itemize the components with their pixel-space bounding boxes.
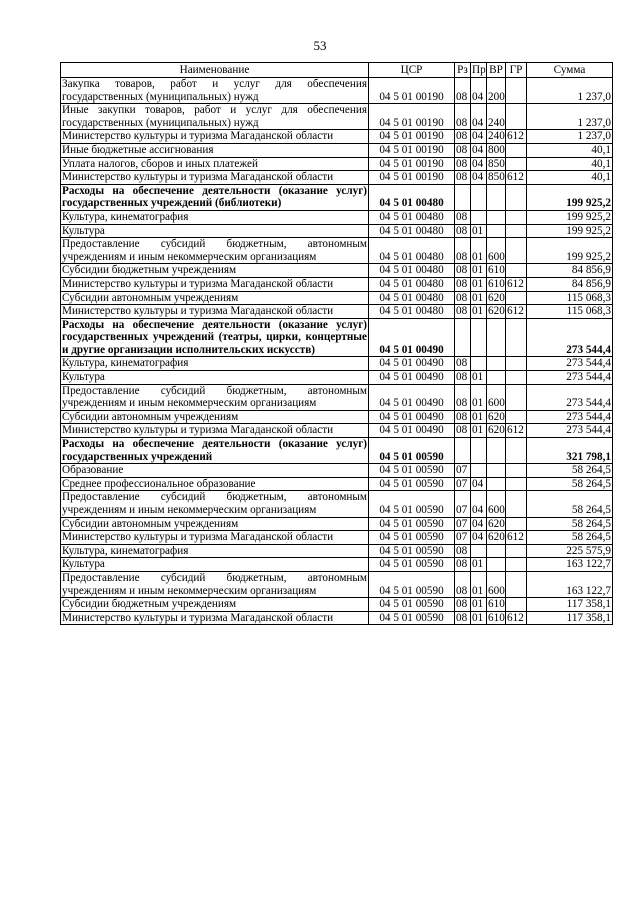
cell-name: Субсидии автономным учреждениям bbox=[61, 291, 369, 305]
cell-gr bbox=[506, 477, 527, 491]
cell-csr: 04 5 01 00590 bbox=[369, 531, 455, 545]
cell-pr: 01 bbox=[471, 277, 487, 291]
cell-pr bbox=[471, 544, 487, 558]
cell-csr: 04 5 01 00590 bbox=[369, 544, 455, 558]
cell-gr bbox=[506, 210, 527, 224]
cell-sum: 163 122,7 bbox=[527, 571, 613, 597]
cell-gr bbox=[506, 78, 527, 104]
cell-name: Министерство культуры и туризма Магаданской области bbox=[61, 611, 369, 625]
cell-gr bbox=[506, 143, 527, 157]
table-row bbox=[61, 78, 613, 104]
column-header-name: Наименование bbox=[61, 63, 369, 78]
table-row bbox=[61, 184, 613, 210]
budget-table bbox=[60, 62, 613, 625]
cell-name: Субсидии автономным учреждениям bbox=[61, 410, 369, 424]
cell-rz bbox=[455, 318, 471, 357]
cell-pr: 01 bbox=[471, 611, 487, 625]
cell-csr: 04 5 01 00590 bbox=[369, 438, 455, 464]
table-row bbox=[61, 371, 613, 385]
table-row bbox=[61, 224, 613, 238]
cell-gr: 612 bbox=[506, 424, 527, 438]
cell-vr bbox=[487, 224, 506, 238]
table-row bbox=[61, 104, 613, 130]
cell-name: Министерство культуры и туризма Магаданской области bbox=[61, 171, 369, 185]
table-row bbox=[61, 291, 613, 305]
cell-gr bbox=[506, 464, 527, 478]
cell-sum: 115 068,3 bbox=[527, 291, 613, 305]
cell-sum: 273 544,4 bbox=[527, 318, 613, 357]
cell-csr: 04 5 01 00490 bbox=[369, 384, 455, 410]
cell-csr: 04 5 01 00190 bbox=[369, 130, 455, 144]
cell-rz: 08 bbox=[455, 611, 471, 625]
table-row bbox=[61, 424, 613, 438]
cell-csr: 04 5 01 00480 bbox=[369, 264, 455, 278]
cell-pr: 01 bbox=[471, 571, 487, 597]
column-header-pr: Пр bbox=[472, 63, 486, 76]
cell-csr: 04 5 01 00590 bbox=[369, 477, 455, 491]
cell-csr: 04 5 01 00590 bbox=[369, 491, 455, 517]
cell-csr: 04 5 01 00480 bbox=[369, 210, 455, 224]
cell-sum: 1 237,0 bbox=[527, 130, 613, 144]
cell-pr bbox=[471, 438, 487, 464]
cell-sum: 40,1 bbox=[527, 171, 613, 185]
cell-gr bbox=[506, 438, 527, 464]
cell-name: Культура, кинематография bbox=[61, 357, 369, 371]
table-row bbox=[61, 318, 613, 357]
cell-name: Предоставление субсидий бюджетным, автономным учреждениям и иным некоммерческим организациям bbox=[62, 491, 367, 516]
cell-csr: 04 5 01 00190 bbox=[369, 104, 455, 130]
cell-vr bbox=[487, 318, 506, 357]
cell-sum: 225 575,9 bbox=[527, 544, 613, 558]
cell-csr: 04 5 01 00490 bbox=[369, 371, 455, 385]
cell-csr: 04 5 01 00190 bbox=[369, 157, 455, 171]
cell-gr: 612 bbox=[506, 171, 527, 185]
cell-csr: 04 5 01 00190 bbox=[369, 171, 455, 185]
table-row bbox=[61, 143, 613, 157]
cell-name: Расходы на обеспечение деятельности (оказание услуг) государственных учреждений bbox=[62, 438, 367, 463]
cell-rz: 08 bbox=[455, 264, 471, 278]
cell-pr: 04 bbox=[471, 78, 487, 104]
cell-name: Министерство культуры и туризма Магаданской области bbox=[61, 531, 369, 545]
cell-vr: 200 bbox=[487, 78, 506, 104]
cell-vr: 850 bbox=[488, 171, 505, 184]
cell-pr: 01 bbox=[471, 424, 487, 438]
cell-pr: 04 bbox=[471, 157, 487, 171]
cell-name: Культура bbox=[61, 558, 369, 572]
cell-gr bbox=[506, 104, 527, 130]
column-header-sum: Сумма bbox=[527, 63, 613, 78]
cell-sum: 117 358,1 bbox=[527, 611, 613, 625]
table-row bbox=[61, 171, 613, 185]
cell-sum: 84 856,9 bbox=[527, 264, 613, 278]
cell-vr bbox=[487, 544, 506, 558]
cell-pr: 01 bbox=[471, 410, 487, 424]
cell-vr: 620 bbox=[488, 531, 505, 544]
cell-name: Закупка товаров, работ и услуг для обеспечения государственных (муниципальных) нужд bbox=[62, 78, 367, 103]
cell-gr: 612 bbox=[506, 531, 527, 545]
cell-sum: 273 544,4 bbox=[527, 384, 613, 410]
cell-sum: 199 925,2 bbox=[527, 238, 613, 264]
cell-rz: 07 bbox=[455, 491, 471, 517]
cell-gr bbox=[506, 544, 527, 558]
cell-name: Предоставление субсидий бюджетным, автономным учреждениям и иным некоммерческим организациям bbox=[62, 384, 367, 410]
cell-name: Министерство культуры и туризма Магаданской области bbox=[61, 424, 369, 438]
cell-gr bbox=[506, 491, 527, 517]
cell-csr: 04 5 01 00490 bbox=[369, 357, 455, 371]
cell-sum: 199 925,2 bbox=[527, 224, 613, 238]
cell-pr: 04 bbox=[471, 171, 487, 185]
cell-pr: 01 bbox=[471, 224, 487, 238]
cell-csr: 04 5 01 00590 bbox=[369, 598, 455, 612]
cell-name: Субсидии бюджетным учреждениям bbox=[61, 264, 369, 278]
cell-vr: 620 bbox=[488, 424, 505, 437]
cell-pr: 04 bbox=[471, 143, 487, 157]
table-row bbox=[61, 238, 613, 264]
cell-name: Министерство культуры и туризма Магаданской области bbox=[61, 277, 369, 291]
cell-name: Иные бюджетные ассигнования bbox=[61, 143, 369, 157]
cell-rz: 08 bbox=[455, 357, 471, 371]
cell-sum: 1 237,0 bbox=[527, 78, 613, 104]
cell-name: Культура bbox=[61, 224, 369, 238]
cell-sum: 117 358,1 bbox=[527, 598, 613, 612]
cell-gr: 612 bbox=[506, 305, 527, 319]
cell-rz: 07 bbox=[455, 477, 471, 491]
cell-name: Культура, кинематография bbox=[61, 210, 369, 224]
cell-pr: 01 bbox=[471, 558, 487, 572]
cell-pr: 04 bbox=[471, 477, 487, 491]
cell-pr: 04 bbox=[471, 517, 487, 531]
cell-gr bbox=[506, 598, 527, 612]
cell-rz: 08 bbox=[455, 78, 471, 104]
table-row bbox=[61, 571, 613, 597]
cell-sum: 58 264,5 bbox=[527, 517, 613, 531]
cell-rz: 08 bbox=[455, 410, 471, 424]
table-row bbox=[61, 277, 613, 291]
table-row bbox=[61, 438, 613, 464]
cell-name: Культура bbox=[61, 371, 369, 385]
cell-gr bbox=[506, 371, 527, 385]
cell-sum: 40,1 bbox=[527, 143, 613, 157]
cell-name: Министерство культуры и туризма Магаданской области bbox=[61, 130, 369, 144]
cell-name: Субсидии автономным учреждениям bbox=[61, 517, 369, 531]
table-row bbox=[61, 410, 613, 424]
cell-name: Министерство культуры и туризма Магаданской области bbox=[61, 305, 369, 319]
cell-sum: 199 925,2 bbox=[527, 184, 613, 210]
cell-vr: 850 bbox=[488, 157, 505, 170]
cell-vr: 620 bbox=[488, 517, 505, 530]
cell-rz: 08 bbox=[455, 104, 471, 130]
cell-pr: 01 bbox=[471, 264, 487, 278]
cell-rz: 08 bbox=[455, 371, 471, 385]
cell-sum: 273 544,4 bbox=[527, 357, 613, 371]
cell-csr: 04 5 01 00190 bbox=[369, 143, 455, 157]
cell-rz: 08 bbox=[455, 291, 471, 305]
cell-csr: 04 5 01 00490 bbox=[369, 410, 455, 424]
cell-gr bbox=[506, 410, 527, 424]
cell-vr bbox=[487, 357, 506, 371]
cell-sum: 58 264,5 bbox=[527, 464, 613, 478]
cell-vr bbox=[487, 371, 506, 385]
cell-csr: 04 5 01 00590 bbox=[369, 611, 455, 625]
table-row bbox=[61, 264, 613, 278]
cell-name: Расходы на обеспечение деятельности (оказание услуг) государственных учреждений (библиотеки) bbox=[62, 184, 367, 210]
cell-gr: 612 bbox=[506, 277, 527, 291]
cell-csr: 04 5 01 00590 bbox=[369, 571, 455, 597]
table-row bbox=[61, 531, 613, 545]
cell-sum: 115 068,3 bbox=[527, 305, 613, 319]
cell-gr bbox=[506, 157, 527, 171]
table-row bbox=[61, 491, 613, 517]
cell-csr: 04 5 01 00480 bbox=[369, 184, 455, 210]
cell-gr bbox=[506, 571, 527, 597]
table-row bbox=[61, 611, 613, 625]
cell-pr bbox=[471, 357, 487, 371]
cell-sum: 84 856,9 bbox=[527, 277, 613, 291]
cell-sum: 273 544,4 bbox=[527, 424, 613, 438]
cell-rz: 08 bbox=[455, 171, 471, 185]
cell-pr bbox=[471, 210, 487, 224]
cell-pr bbox=[471, 318, 487, 357]
cell-vr: 610 bbox=[488, 611, 505, 624]
cell-rz: 08 bbox=[455, 157, 471, 171]
cell-csr: 04 5 01 00480 bbox=[369, 291, 455, 305]
cell-gr: 612 bbox=[506, 611, 527, 625]
cell-vr: 800 bbox=[488, 143, 505, 156]
cell-csr: 04 5 01 00190 bbox=[369, 78, 455, 104]
cell-sum: 321 798,1 bbox=[527, 438, 613, 464]
cell-rz: 07 bbox=[455, 517, 471, 531]
cell-vr bbox=[487, 438, 506, 464]
cell-name: Расходы на обеспечение деятельности (оказание услуг) государственных учреждений (театры, цирки, концертные и другие организации исполнительских искусств) bbox=[62, 318, 367, 356]
cell-csr: 04 5 01 00590 bbox=[369, 517, 455, 531]
cell-pr: 01 bbox=[471, 238, 487, 264]
table-row bbox=[61, 157, 613, 171]
cell-name: Образование bbox=[61, 464, 369, 478]
cell-pr: 04 bbox=[471, 491, 487, 517]
column-header-gr: ГР bbox=[506, 63, 527, 78]
cell-sum: 58 264,5 bbox=[527, 531, 613, 545]
cell-pr: 01 bbox=[471, 598, 487, 612]
cell-name: Предоставление субсидий бюджетным, автономным учреждениям и иным некоммерческим организациям bbox=[62, 238, 367, 263]
cell-rz: 07 bbox=[455, 531, 471, 545]
cell-rz: 08 bbox=[455, 130, 471, 144]
cell-vr: 240 bbox=[487, 104, 506, 130]
cell-csr: 04 5 01 00590 bbox=[369, 558, 455, 572]
cell-name: Уплата налогов, сборов и иных платежей bbox=[61, 157, 369, 171]
page-number: 53 bbox=[313, 38, 327, 53]
cell-vr: 620 bbox=[488, 410, 505, 423]
cell-vr: 600 bbox=[487, 491, 506, 517]
cell-pr: 01 bbox=[471, 384, 487, 410]
table-row bbox=[61, 305, 613, 319]
cell-vr bbox=[487, 464, 506, 478]
cell-sum: 58 264,5 bbox=[527, 477, 613, 491]
cell-pr: 01 bbox=[471, 371, 487, 385]
table-row bbox=[61, 477, 613, 491]
cell-pr bbox=[471, 184, 487, 210]
cell-sum: 273 544,4 bbox=[527, 410, 613, 424]
cell-rz: 08 bbox=[455, 544, 471, 558]
cell-csr: 04 5 01 00480 bbox=[369, 238, 455, 264]
cell-pr: 01 bbox=[471, 291, 487, 305]
cell-rz: 08 bbox=[455, 598, 471, 612]
cell-gr bbox=[506, 558, 527, 572]
cell-vr: 620 bbox=[488, 291, 505, 304]
cell-name: Предоставление субсидий бюджетным, автономным учреждениям и иным некоммерческим организациям bbox=[62, 571, 367, 597]
table-row bbox=[61, 357, 613, 371]
cell-csr: 04 5 01 00490 bbox=[369, 424, 455, 438]
cell-vr: 600 bbox=[487, 384, 506, 410]
cell-csr: 04 5 01 00480 bbox=[369, 277, 455, 291]
cell-gr bbox=[506, 318, 527, 357]
cell-gr bbox=[506, 357, 527, 371]
cell-pr: 04 bbox=[471, 104, 487, 130]
cell-rz: 08 bbox=[455, 143, 471, 157]
cell-vr bbox=[487, 210, 506, 224]
cell-rz: 08 bbox=[455, 305, 471, 319]
cell-vr bbox=[487, 558, 506, 572]
cell-rz: 08 bbox=[455, 224, 471, 238]
cell-name: Иные закупки товаров, работ и услуг для обеспечения государственных (муниципальных) нужд bbox=[62, 104, 367, 129]
cell-rz: 08 bbox=[455, 558, 471, 572]
cell-rz bbox=[455, 438, 471, 464]
table-body bbox=[61, 78, 613, 625]
cell-vr: 610 bbox=[488, 598, 505, 611]
cell-vr: 600 bbox=[487, 238, 506, 264]
cell-gr bbox=[506, 184, 527, 210]
cell-rz: 08 bbox=[455, 238, 471, 264]
cell-rz: 08 bbox=[455, 384, 471, 410]
column-header-rz: Рз bbox=[455, 63, 471, 78]
table-row bbox=[61, 558, 613, 572]
cell-name: Среднее профессиональное образование bbox=[61, 477, 369, 491]
cell-sum: 273 544,4 bbox=[527, 371, 613, 385]
column-header-csr: ЦСР bbox=[369, 63, 455, 78]
cell-vr bbox=[487, 184, 506, 210]
cell-rz: 08 bbox=[455, 424, 471, 438]
cell-gr bbox=[506, 291, 527, 305]
cell-vr bbox=[487, 477, 506, 491]
table-row bbox=[61, 598, 613, 612]
column-header-vr: ВР bbox=[487, 63, 506, 78]
table-row bbox=[61, 464, 613, 478]
cell-gr bbox=[506, 384, 527, 410]
cell-pr: 04 bbox=[471, 130, 487, 144]
cell-csr: 04 5 01 00590 bbox=[369, 464, 455, 478]
cell-pr: 01 bbox=[471, 305, 487, 319]
table-row bbox=[61, 210, 613, 224]
cell-gr bbox=[506, 238, 527, 264]
cell-pr: 04 bbox=[471, 531, 487, 545]
cell-rz: 08 bbox=[455, 210, 471, 224]
cell-vr: 600 bbox=[487, 571, 506, 597]
cell-pr bbox=[471, 464, 487, 478]
cell-sum: 1 237,0 bbox=[527, 104, 613, 130]
cell-rz bbox=[455, 184, 471, 210]
cell-sum: 163 122,7 bbox=[527, 558, 613, 572]
cell-rz: 08 bbox=[455, 571, 471, 597]
cell-sum: 58 264,5 bbox=[527, 491, 613, 517]
table-row bbox=[61, 130, 613, 144]
table-row bbox=[61, 544, 613, 558]
cell-rz: 08 bbox=[455, 277, 471, 291]
table-row bbox=[61, 517, 613, 531]
cell-gr: 612 bbox=[506, 130, 527, 144]
cell-vr: 610 bbox=[488, 277, 505, 290]
cell-sum: 40,1 bbox=[527, 157, 613, 171]
cell-gr bbox=[506, 517, 527, 531]
cell-csr: 04 5 01 00480 bbox=[369, 305, 455, 319]
cell-csr: 04 5 01 00490 bbox=[369, 318, 455, 357]
cell-vr: 610 bbox=[488, 264, 505, 277]
cell-vr: 620 bbox=[488, 305, 505, 318]
cell-gr bbox=[506, 264, 527, 278]
cell-gr bbox=[506, 224, 527, 238]
cell-rz: 07 bbox=[455, 464, 471, 478]
cell-name: Субсидии бюджетным учреждениям bbox=[61, 598, 369, 612]
cell-name: Культура, кинематография bbox=[61, 544, 369, 558]
table-row bbox=[61, 384, 613, 410]
table-header-row bbox=[61, 63, 613, 78]
cell-vr: 240 bbox=[488, 130, 505, 143]
cell-csr: 04 5 01 00480 bbox=[369, 224, 455, 238]
cell-sum: 199 925,2 bbox=[527, 210, 613, 224]
